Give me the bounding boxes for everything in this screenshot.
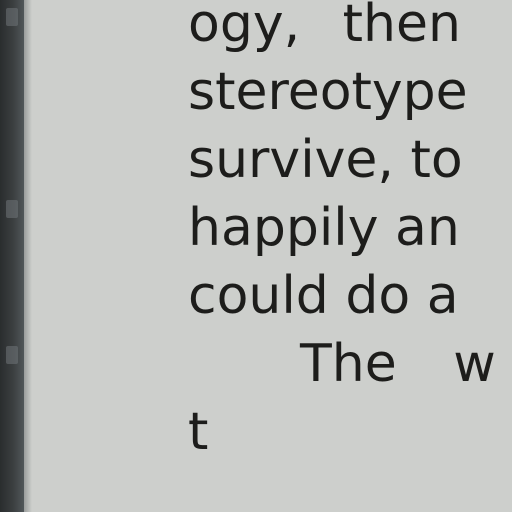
text-line: ogy, then	[188, 0, 461, 54]
body-text	[188, 0, 512, 466]
page-binding-edge	[0, 0, 24, 512]
page-gutter-shadow	[24, 0, 32, 512]
binding-mark	[6, 8, 18, 26]
text-line: happily an	[188, 198, 460, 258]
binding-mark	[6, 346, 18, 364]
text-line: survive, to	[188, 130, 463, 190]
binding-mark	[6, 200, 18, 218]
text-line: stereotype	[188, 62, 468, 122]
text-line: t	[188, 402, 209, 462]
text-line: could do a	[188, 266, 459, 326]
paragraph-start-line: The w	[300, 334, 496, 394]
